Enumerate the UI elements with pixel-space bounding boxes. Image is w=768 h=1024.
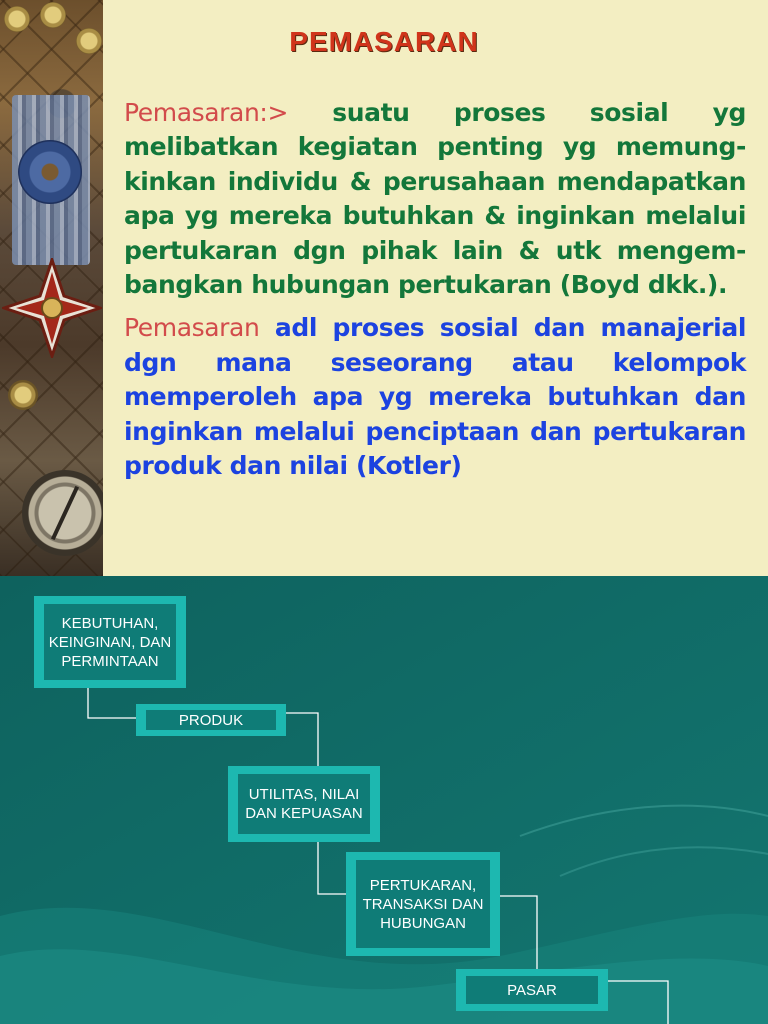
step-box-utility <box>238 774 370 834</box>
step-label: PASAR <box>507 981 557 999</box>
step-box-market <box>466 976 598 1004</box>
step-label: KEBUTUHAN, KEINGINAN, DAN PERMINTAAN <box>48 614 172 670</box>
coin-icon <box>40 2 66 28</box>
definition-body: suatu proses sosial yg melibatkan kegiatan penting yg memung-kinkan individu & perusahaan mendapatkan apa yg mereka butuhkan & inginkan melalui pertukaran dgn pihak lain & utk mengem-bangkan hubungan pertukaran (Boyd dkk.). <box>124 98 746 300</box>
slide-flow-diagram <box>0 576 768 1024</box>
medal-photo-strip <box>0 0 103 576</box>
step-box-needs <box>44 604 176 680</box>
term-label: Pemasaran:> <box>124 98 288 127</box>
step-box-product <box>146 710 276 730</box>
step-label: PERTUKARAN, TRANSAKSI DAN HUBUNGAN <box>362 876 484 932</box>
rosette-icon <box>18 140 82 204</box>
definition-body: adl proses sosial dan manajerial dgn mana seseorang atau kelompok memperoleh apa yg mereka butuhkan dan inginkan melalui penciptaan dan pertukaran produk dan nilai (Kotler) <box>124 313 746 481</box>
step-label: PRODUK <box>178 711 244 729</box>
definition-text <box>124 96 746 492</box>
term-label: Pemasaran <box>124 313 260 343</box>
definition-kotler <box>124 311 746 483</box>
step-box-exchange <box>356 860 490 948</box>
coin-icon <box>8 380 38 410</box>
slide-title: PEMASARAN <box>289 26 479 57</box>
definition-boyd <box>124 96 746 302</box>
compass-icon <box>22 470 103 556</box>
step-label: UTILITAS, NILAI DAN KEPUASAN <box>245 786 363 822</box>
cross-medal-icon <box>2 258 102 358</box>
